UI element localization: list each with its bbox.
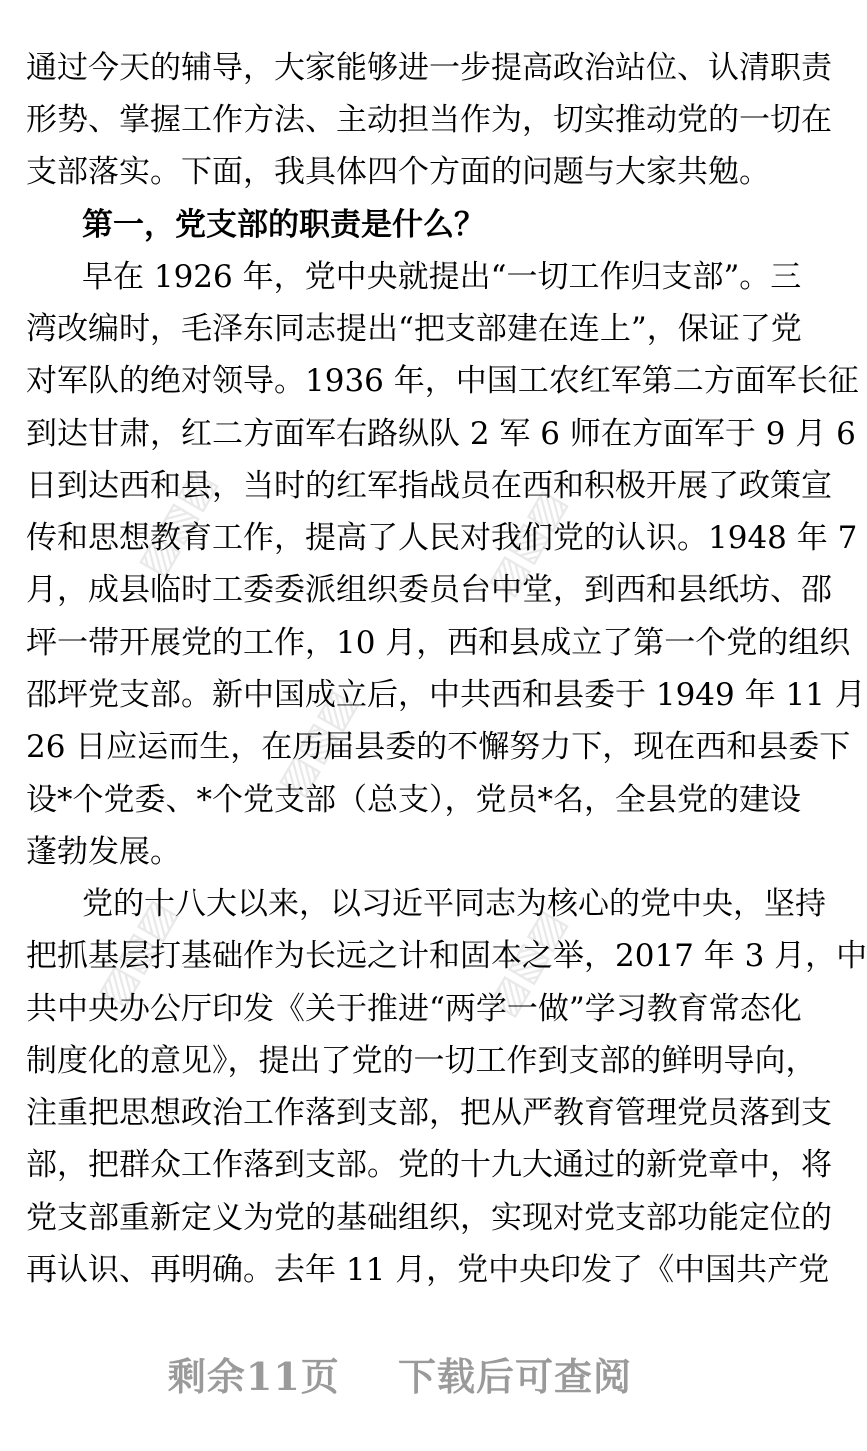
paragraph-line: 设*个党委、*个党支部（总支），党员*名，全县党的建设 [26,782,801,818]
paragraph-line: 对军队的绝对领导。1936 年，中国工农红军第二方面军长征 [26,363,859,399]
paragraph-line: 月，成县临时工委委派组织委员台中堂，到西和县纸坊、邵 [26,572,832,608]
section-heading: 第一，党支部的职责是什么？ [82,207,485,243]
paragraph-line: 党支部重新定义为党的基础组织，实现对党支部功能定位的 [26,1200,832,1236]
paragraph-line: 坪一带开展党的工作，10 月，西和县成立了第一个党的组织 [26,625,851,661]
paragraph-line: 日到达西和县，当时的红军指战员在西和积极开展了政策宣 [26,468,832,504]
paragraph-line: 邵坪党支部。新中国成立后，中共西和县委于 1949 年 11 月 [26,677,866,713]
paragraph-line: 早在 1926 年，党中央就提出“一切工作归支部”。三 [82,259,802,295]
paragraph-line: 再认识、再明确。去年 11 月，党中央印发了《中国共产党 [26,1252,830,1288]
watermark: ▨▧▨ [478,482,575,604]
paragraph-line: 把抓基层打基础作为长远之计和固本之举，2017 年 3 月，中 [26,938,867,974]
paragraph-line: 蓬勃发展。 [26,834,181,870]
watermark: ▨▧▨ [478,902,575,1024]
watermark: ▨▧▨ [268,682,365,804]
download-to-view-label: 下载后可查阅 [398,1354,633,1399]
paragraph-line: 26 日应运而生，在历届县委的不懈努力下，现在西和县委下 [26,729,851,765]
watermark: ▨▧▨ [88,892,185,1014]
paragraph-line: 支部落实。下面，我具体四个方面的问题与大家共勉。 [26,154,770,190]
paragraph-line: 形势、掌握工作方法、主动担当作为，切实推动党的一切在 [26,102,832,138]
paragraph-line: 通过今天的辅导，大家能够进一步提高政治站位、认清职责 [26,50,832,86]
paragraph-line: 注重把思想政治工作落到支部，把从严教育管理党员落到支 [26,1095,832,1131]
paragraph-line: 共中央办公厅印发《关于推进“两学一做”学习教育常态化 [26,991,802,1027]
paragraph-line: 传和思想教育工作，提高了人民对我们党的认识。1948 年 7 [26,520,858,556]
paragraph-line: 党的十八大以来，以习近平同志为核心的党中央，坚持 [82,886,826,922]
download-prompt[interactable] [0,1346,800,1401]
remaining-pages-label: 剩余11页 [167,1354,340,1399]
paragraph-line: 到达甘肃，红二方面军右路纵队 2 军 6 师在方面军于 9 月 6 [26,416,856,452]
watermark: ▨▧▨ [128,462,225,584]
paragraph-line: 湾改编时，毛泽东同志提出“把支部建在连上”，保证了党 [26,311,802,347]
paragraph-line: 制度化的意见》，提出了党的一切工作到支部的鲜明导向， [26,1043,817,1079]
paragraph-line: 部，把群众工作落到支部。党的十九大通过的新党章中，将 [26,1147,832,1183]
